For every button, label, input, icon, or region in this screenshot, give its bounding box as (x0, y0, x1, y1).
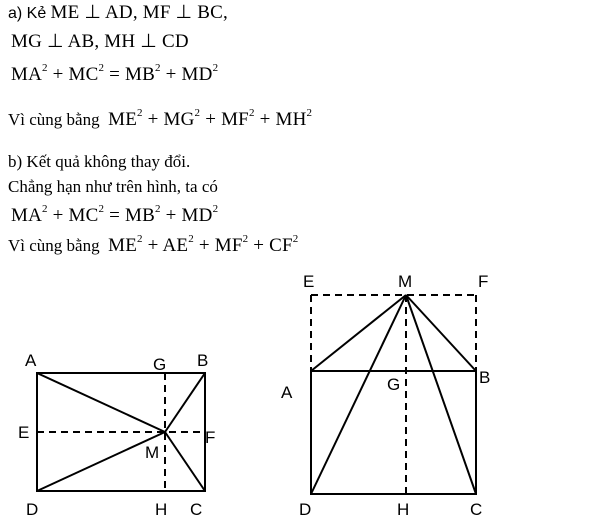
segment-ma (37, 373, 165, 432)
label-h: H (155, 500, 168, 519)
segment-mb (165, 373, 205, 432)
eq-term: MC (68, 64, 99, 85)
sum-term: MF (221, 109, 249, 130)
sum-term: AE (162, 235, 189, 256)
sum-term: ME (108, 109, 137, 130)
part-a-math-1: ME ⊥ AD, MF ⊥ BC, (50, 2, 228, 23)
label-f: F (478, 272, 489, 291)
part-a-equation: $MA^2 + MC^2 = MB^2 + MD^2$ (11, 62, 219, 85)
label-b: B (479, 368, 491, 387)
sum-term: MH (275, 109, 307, 130)
label-d: D (299, 500, 312, 519)
label-a: A (25, 351, 37, 370)
label-h: H (397, 500, 410, 519)
eq-term: MA (11, 64, 43, 85)
reason-text: Vì cùng bằng (8, 110, 100, 129)
reason-sum: $ME^2 + AE^2 + MF^2 + CF^2$ (108, 233, 299, 256)
figure-1-labels (18, 351, 215, 519)
label-a: A (281, 383, 293, 402)
eq-term: MB (125, 205, 156, 226)
label-f: F (205, 428, 216, 447)
eq-term: MD (181, 205, 213, 226)
reason-sum: $ME^2 + MG^2 + MF^2 + MH^2$ (108, 107, 313, 130)
part-a-label: a) Kẻ (8, 5, 47, 22)
figure-2-labels (281, 272, 490, 519)
eq-term: MC (68, 205, 99, 226)
segment-mc (406, 295, 476, 494)
figure-2 (311, 295, 476, 494)
label-c: C (190, 500, 203, 519)
label-g: G (387, 375, 401, 394)
segment-mb (406, 295, 476, 371)
label-b: B (197, 351, 209, 370)
reason-text: Vì cùng bằng (8, 236, 100, 255)
label-g: G (153, 355, 167, 374)
part-b-label: b) Kết quả không thay đổi. (8, 152, 191, 171)
segment-ma (311, 295, 406, 371)
label-d: D (26, 500, 39, 519)
figure-1 (37, 373, 205, 491)
part-b-equation: $MA^2 + MC^2 = MB^2 + MD^2$ (11, 203, 219, 226)
sum-term: MF (214, 235, 243, 256)
segment-md (311, 295, 406, 494)
label-m: M (145, 443, 160, 462)
sum-term: CF (269, 235, 293, 256)
part-b-text: Chẳng hạn như trên hình, ta có (8, 177, 218, 196)
eq-term: MB (125, 64, 156, 85)
eq-term: MD (181, 64, 213, 85)
label-c: C (470, 500, 483, 519)
label-e: E (303, 272, 315, 291)
sum-term: ME (108, 235, 137, 256)
segment-mc (165, 432, 205, 491)
part-a-math-2: MG ⊥ AB, MH ⊥ CD (11, 31, 189, 52)
sum-term: MG (163, 109, 195, 130)
label-m: M (398, 272, 413, 291)
label-e: E (18, 423, 30, 442)
eq-term: MA (11, 205, 43, 226)
